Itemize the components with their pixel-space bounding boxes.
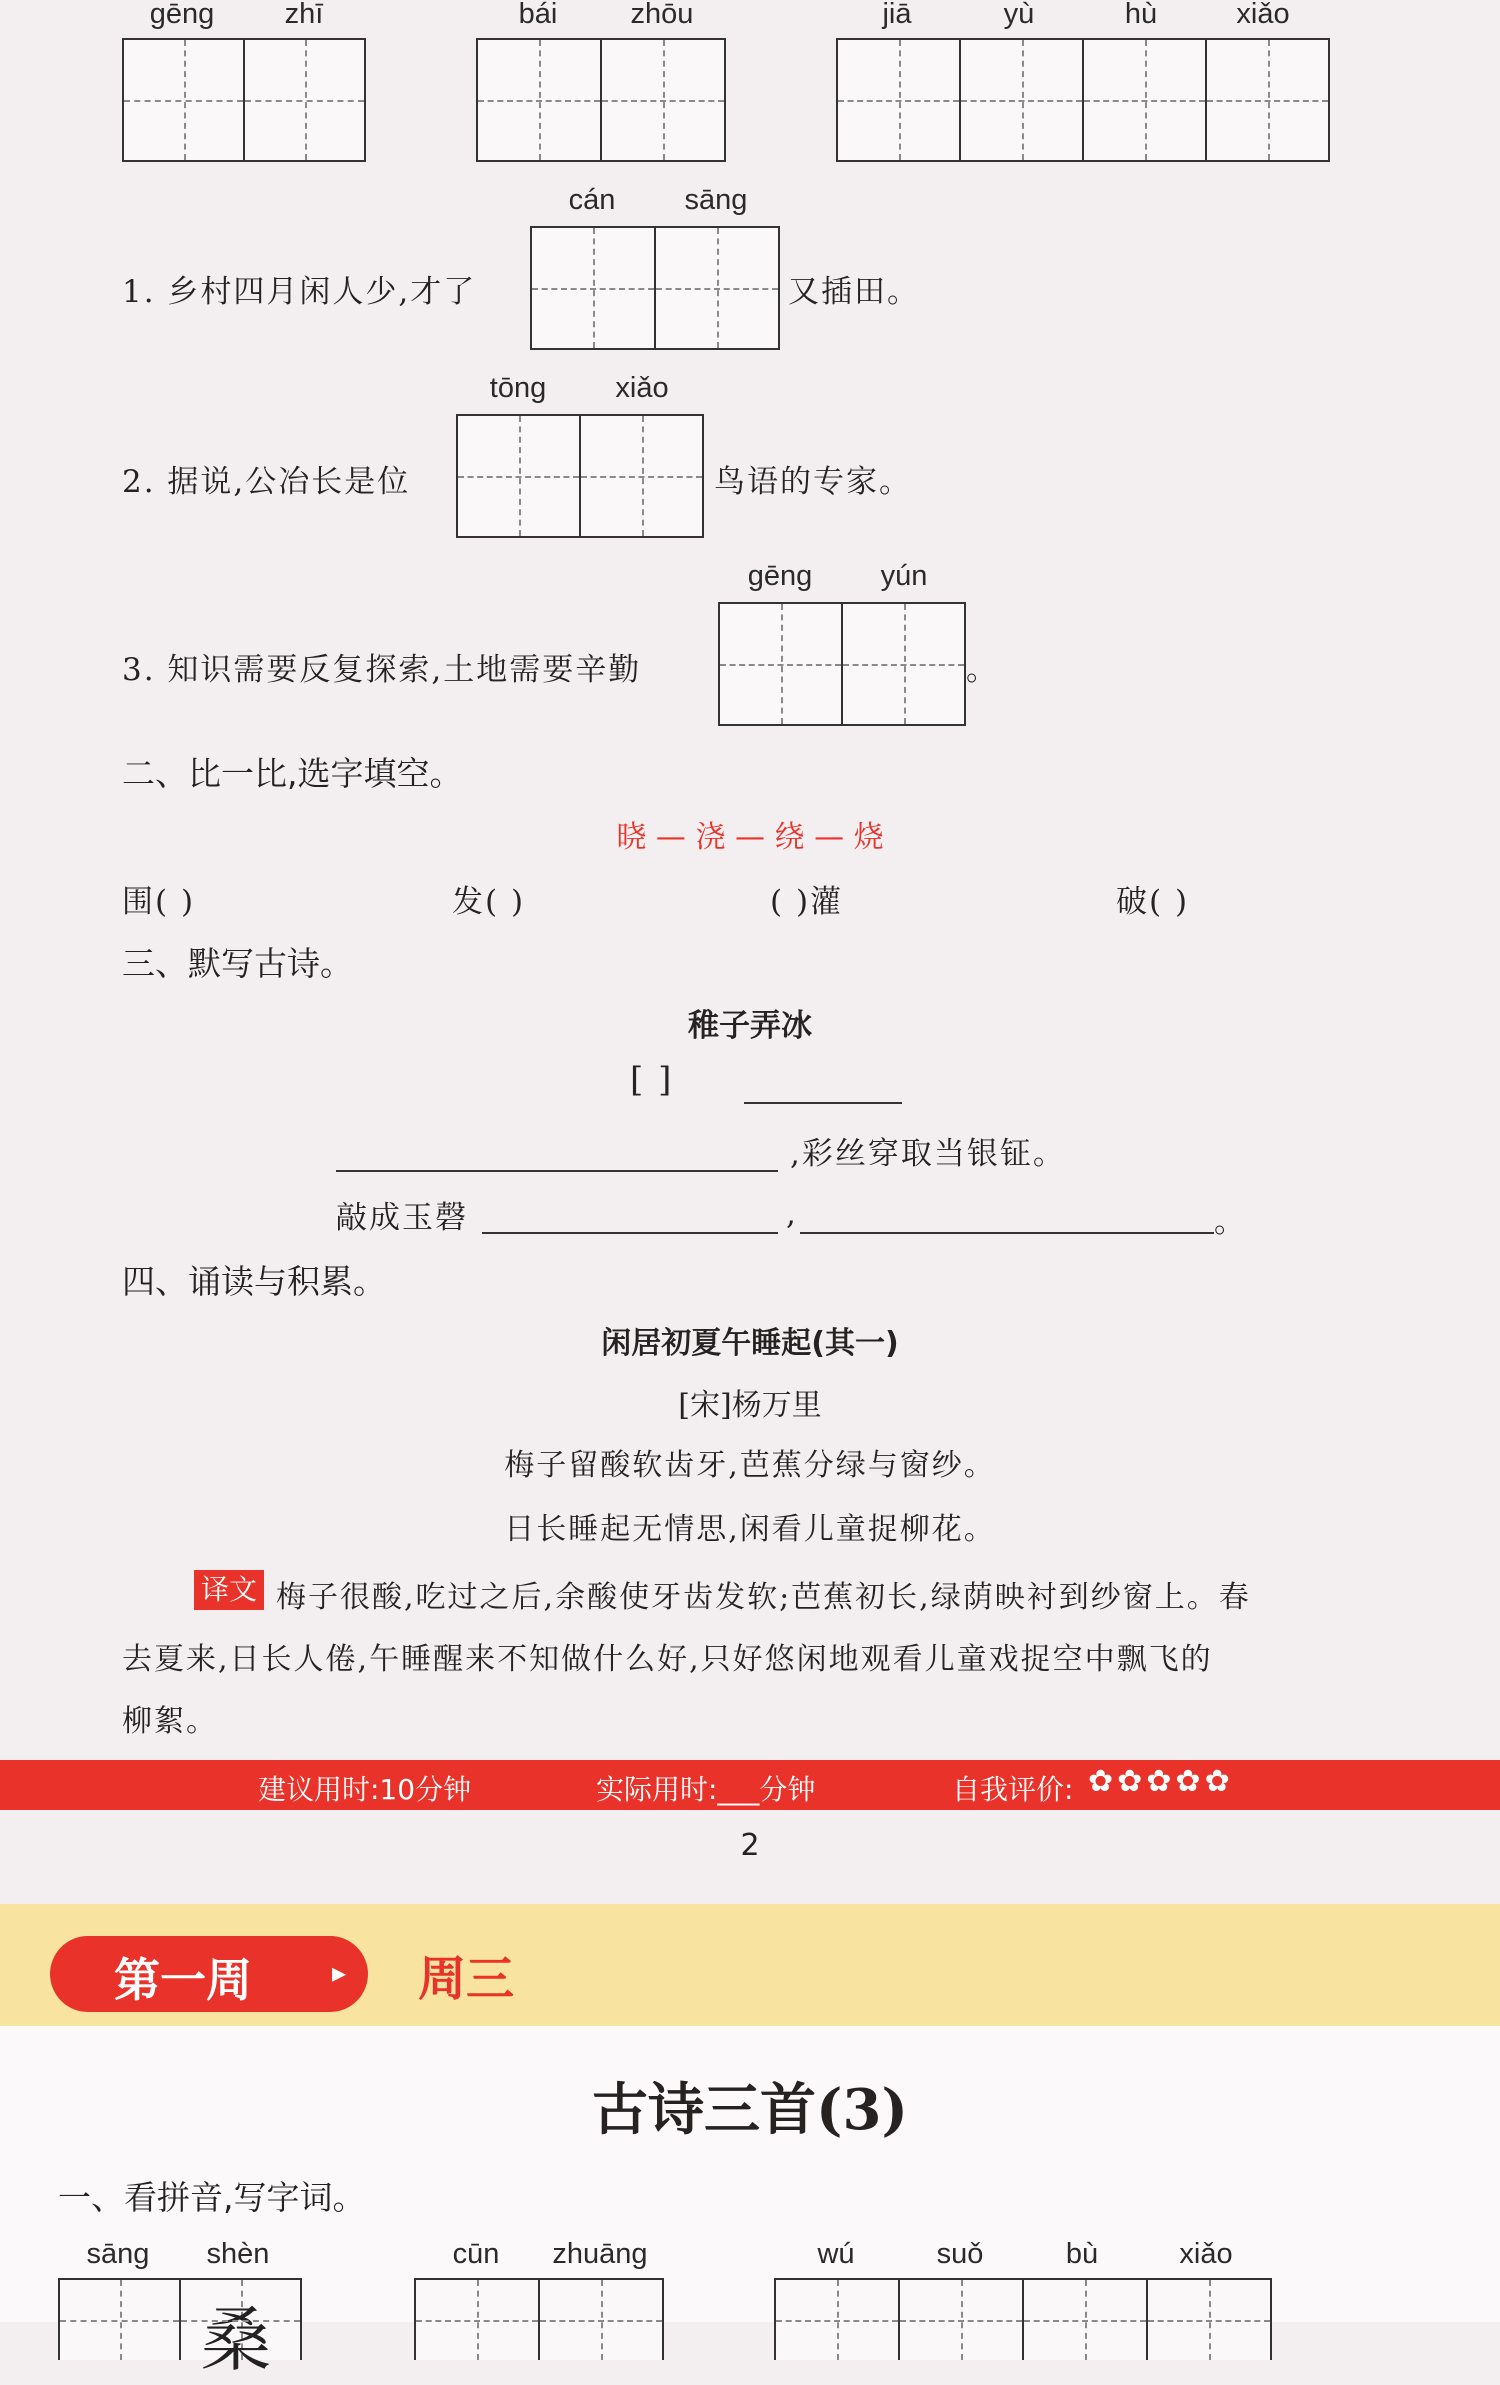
pinyin: xiǎo xyxy=(615,372,669,404)
poem-line: 日长睡起无情思,闲看儿童捉柳花。 xyxy=(504,1512,996,1547)
section-title: 四、诵读与积累。 xyxy=(122,1262,386,1301)
flower-star-icon[interactable]: ✿ xyxy=(1117,1764,1143,1799)
poem-author: [宋]杨万里 xyxy=(678,1388,822,1423)
suggested-time: 建议用时:10分钟 xyxy=(258,1773,472,1806)
writing-grid[interactable] xyxy=(718,602,966,726)
writing-grid[interactable] xyxy=(774,2278,1272,2360)
writing-grid[interactable] xyxy=(122,38,366,162)
answer-line[interactable] xyxy=(336,1170,778,1172)
answer-line[interactable] xyxy=(800,1232,1214,1234)
question-text: 3. 知识需要反复探索,土地需要辛勤 xyxy=(122,652,642,688)
pinyin: gēng xyxy=(747,560,813,592)
fill-blank[interactable]: ( )灌 xyxy=(770,884,844,920)
section-title: 三、默写古诗。 xyxy=(122,944,353,983)
flower-star-icon[interactable]: ✿ xyxy=(1175,1764,1201,1799)
question-text: 。 xyxy=(966,652,999,688)
pinyin: cūn xyxy=(452,2238,500,2270)
pinyin: xiǎo xyxy=(1236,0,1290,30)
pinyin: sāng xyxy=(86,2238,150,2270)
section-title: 二、比一比,选字填空。 xyxy=(122,754,463,793)
answer-line[interactable] xyxy=(744,1102,902,1104)
pinyin: suǒ xyxy=(936,2238,984,2270)
question-text: 又插田。 xyxy=(788,274,920,310)
flower-star-icon[interactable]: ✿ xyxy=(1088,1764,1114,1799)
pinyin: bù xyxy=(1065,2238,1099,2270)
pinyin: gēng xyxy=(149,0,215,30)
pinyin: yún xyxy=(880,560,928,592)
pinyin: tōng xyxy=(489,372,547,404)
pinyin: zhuāng xyxy=(552,2238,648,2270)
question-text: 1. 乡村四月闲人少,才了 xyxy=(122,274,477,310)
lesson-title: 古诗三首(3) xyxy=(592,2077,908,2143)
answer-line[interactable] xyxy=(482,1232,778,1234)
self-evaluation-label: 自我评价: xyxy=(952,1773,1074,1806)
page-number: 2 xyxy=(740,1828,760,1863)
pinyin: zhōu xyxy=(630,0,694,30)
time-footer-bar xyxy=(0,1760,1500,1810)
fill-blank[interactable]: 破( ) xyxy=(1116,884,1190,920)
writing-grid[interactable] xyxy=(836,38,1330,162)
translation-text: 柳絮。 xyxy=(122,1704,218,1739)
week-label: 第一周 xyxy=(114,1953,252,2007)
pinyin: yù xyxy=(1003,0,1035,30)
day-label: 周三 xyxy=(418,1951,515,2007)
actual-time[interactable]: 实际用时:___分钟 xyxy=(596,1773,816,1806)
pinyin: xiǎo xyxy=(1179,2238,1233,2270)
pinyin: hù xyxy=(1124,0,1158,30)
question-text: 2. 据说,公冶长是位 xyxy=(122,464,411,500)
flower-star-icon[interactable]: ✿ xyxy=(1146,1764,1172,1799)
punctuation: 。 xyxy=(1214,1204,1247,1240)
pinyin: sāng xyxy=(684,184,748,216)
translation-text: 梅子很酸,吃过之后,余酸使牙齿发软;芭蕉初长,绿荫映衬到纱窗上。春 xyxy=(276,1580,1251,1615)
writing-grid[interactable] xyxy=(414,2278,664,2360)
pinyin: wú xyxy=(817,2238,855,2270)
flower-star-icon[interactable]: ✿ xyxy=(1204,1764,1230,1799)
pinyin: bái xyxy=(518,0,558,30)
writing-grid[interactable] xyxy=(476,38,726,162)
writing-grid[interactable] xyxy=(58,2278,302,2381)
punctuation: , xyxy=(786,1196,798,1232)
section-title: 一、看拼音,写字词。 xyxy=(58,2178,366,2217)
poem-title: 稚子弄冰 xyxy=(688,1008,812,1044)
week-tab xyxy=(50,1936,368,2012)
author-blank[interactable]: [ ] xyxy=(630,1060,674,1100)
pinyin: shèn xyxy=(206,2238,270,2270)
writing-grid[interactable] xyxy=(530,226,780,350)
pinyin: jiā xyxy=(882,0,912,30)
poem-line: ,彩丝穿取当银钲。 xyxy=(790,1136,1066,1172)
poem-title: 闲居初夏午睡起(其一) xyxy=(601,1326,899,1361)
handwritten-character: 桑 xyxy=(201,2299,271,2381)
pinyin: zhī xyxy=(284,0,324,30)
chevron-right-icon: ▸ xyxy=(332,1956,347,1989)
poem-line: 敲成玉磬 xyxy=(336,1200,468,1236)
choice-characters: 晓 — 浇 — 绕 — 烧 xyxy=(616,820,884,855)
translation-text: 去夏来,日长人倦,午睡醒来不知做什么好,只好悠闲地观看儿童戏捉空中飘飞的 xyxy=(122,1642,1213,1677)
rating-stars[interactable] xyxy=(1088,1764,1234,1799)
poem-line: 梅子留酸软齿牙,芭蕉分绿与窗纱。 xyxy=(504,1448,996,1483)
fill-blank[interactable]: 发( ) xyxy=(452,884,526,920)
translation-tag: 译文 xyxy=(194,1570,264,1610)
question-text: 鸟语的专家。 xyxy=(714,464,912,500)
pinyin: cán xyxy=(568,184,616,216)
writing-grid[interactable] xyxy=(456,414,704,538)
fill-blank[interactable]: 围( ) xyxy=(122,884,196,920)
